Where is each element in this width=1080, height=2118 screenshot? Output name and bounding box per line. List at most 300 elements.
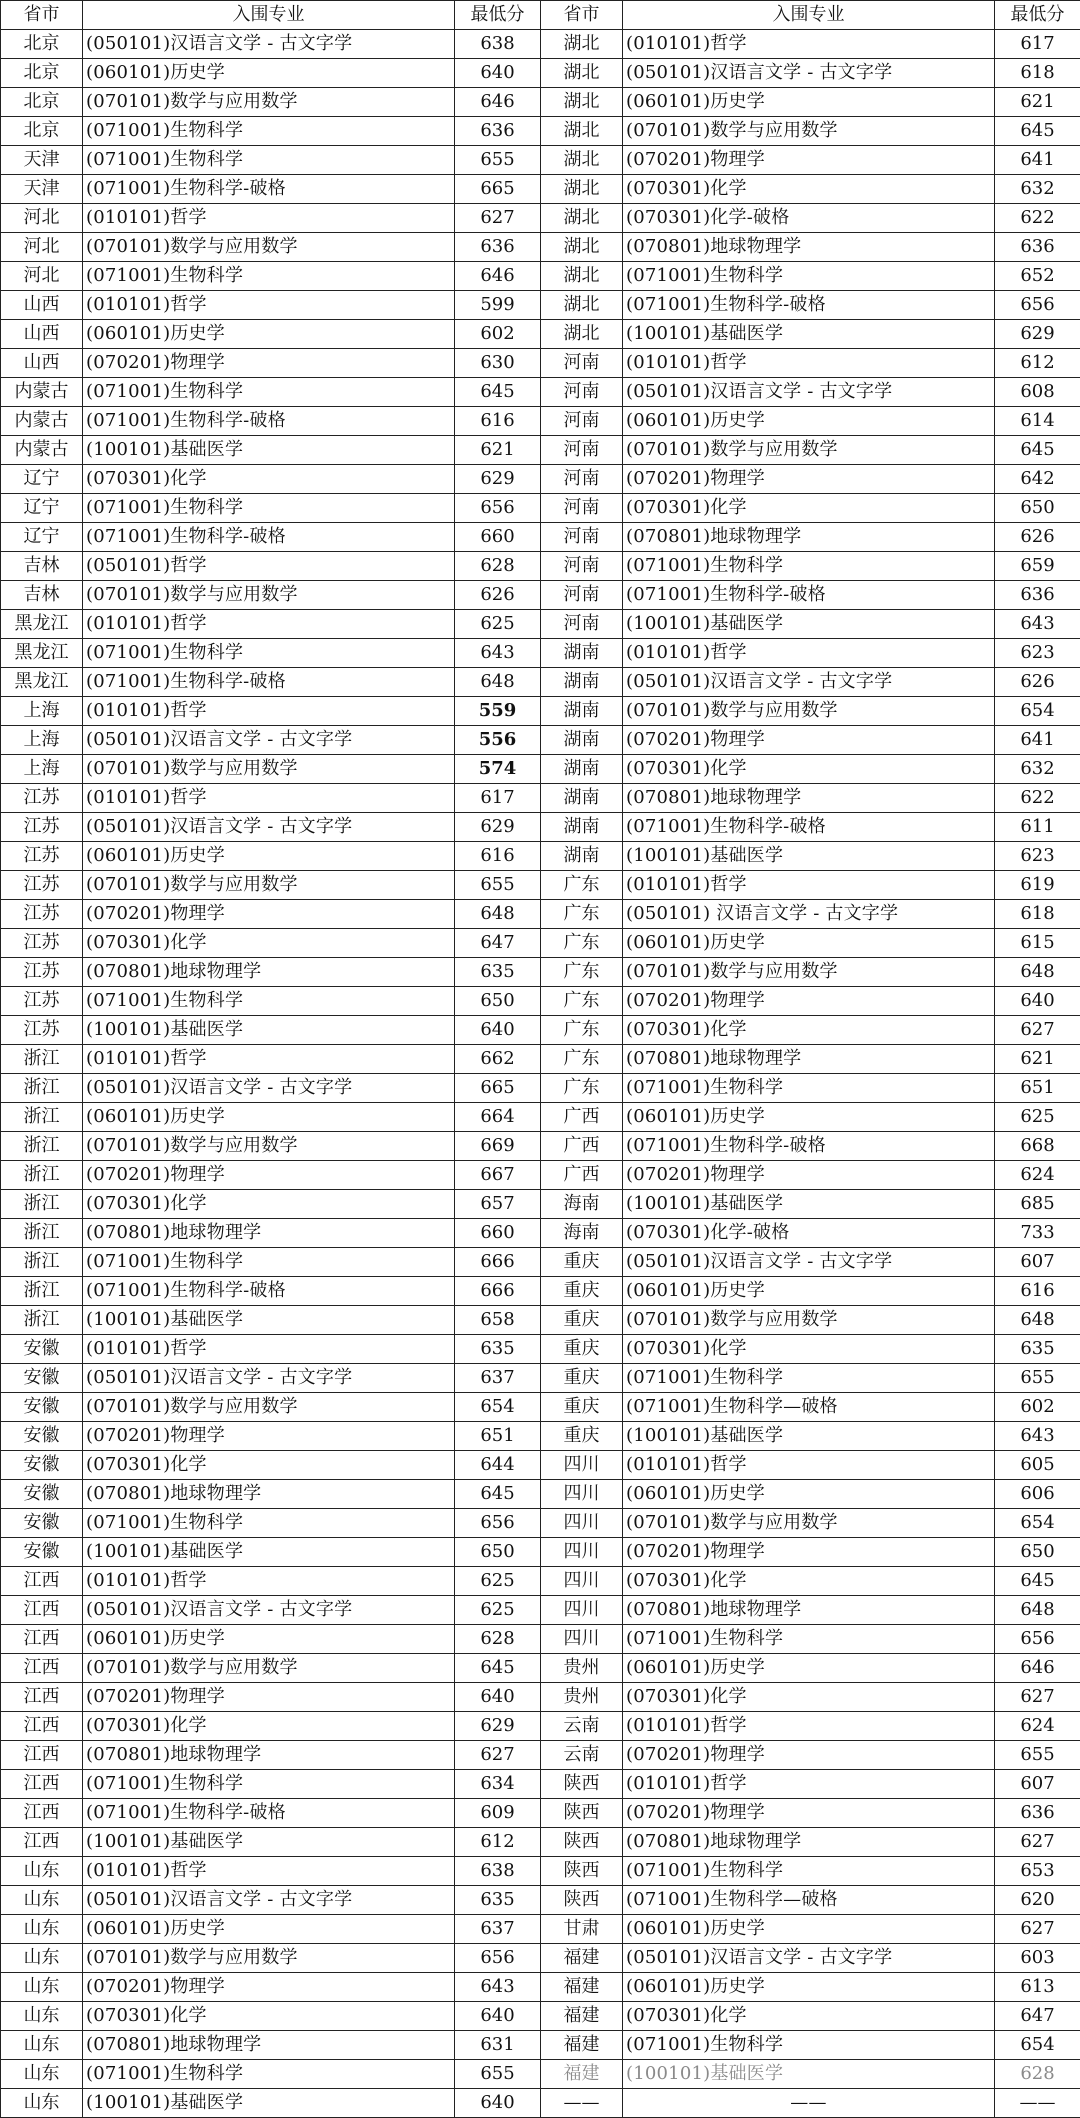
province-cell: 辽宁 bbox=[1, 494, 83, 523]
province-cell: 天津 bbox=[1, 146, 83, 175]
table-body bbox=[1, 30, 1080, 2118]
min-score-cell: 656 bbox=[995, 1625, 1080, 1654]
table-row bbox=[1, 1451, 1080, 1480]
province-cell: 海南 bbox=[541, 1190, 623, 1219]
min-score-cell: 644 bbox=[455, 1451, 541, 1480]
min-score-cell: 631 bbox=[455, 2031, 541, 2060]
min-score-cell: 650 bbox=[995, 1538, 1080, 1567]
major-cell: (070201)物理学 bbox=[83, 1422, 455, 1451]
table-row bbox=[1, 2002, 1080, 2031]
major-cell: (070201)物理学 bbox=[623, 465, 995, 494]
major-cell: (070801)地球物理学 bbox=[83, 2031, 455, 2060]
province-cell: 湖北 bbox=[541, 291, 623, 320]
min-score-cell: 623 bbox=[995, 639, 1080, 668]
major-cell: (050101)汉语言文学 - 古文字学 bbox=[623, 1248, 995, 1277]
major-cell: (071001)生物科学 bbox=[83, 987, 455, 1016]
major-cell: (071001)生物科学 bbox=[83, 1770, 455, 1799]
min-score-cell: 619 bbox=[995, 871, 1080, 900]
min-score-cell: 643 bbox=[995, 1422, 1080, 1451]
min-score-cell: 638 bbox=[455, 30, 541, 59]
province-cell: 甘肃 bbox=[541, 1915, 623, 1944]
major-cell: (070101)数学与应用数学 bbox=[623, 436, 995, 465]
min-score-cell: 634 bbox=[455, 1770, 541, 1799]
province-cell: 黑龙江 bbox=[1, 610, 83, 639]
major-cell: (071001)生物科学 bbox=[83, 639, 455, 668]
major-cell: (070101)数学与应用数学 bbox=[83, 233, 455, 262]
min-score-cell: 632 bbox=[995, 755, 1080, 784]
province-cell: 广东 bbox=[541, 929, 623, 958]
province-cell: 江西 bbox=[1, 1567, 83, 1596]
table-row bbox=[1, 262, 1080, 291]
min-score-cell: 646 bbox=[455, 262, 541, 291]
major-cell: (050101)汉语言文学 - 古文字学 bbox=[83, 30, 455, 59]
major-cell: (010101)哲学 bbox=[83, 1335, 455, 1364]
major-cell: (071001)生物科学-破格 bbox=[83, 1799, 455, 1828]
major-cell: (071001)生物科学-破格 bbox=[623, 291, 995, 320]
province-cell: 湖南 bbox=[541, 813, 623, 842]
major-cell: (070201)物理学 bbox=[623, 1161, 995, 1190]
min-score-cell: 648 bbox=[455, 900, 541, 929]
major-cell: (070301)化学 bbox=[83, 1451, 455, 1480]
major-cell: (071001)生物科学 bbox=[83, 117, 455, 146]
province-cell: 浙江 bbox=[1, 1161, 83, 1190]
province-cell: 河南 bbox=[541, 378, 623, 407]
major-cell: (050101) 汉语言文学 - 古文字学 bbox=[623, 900, 995, 929]
min-score-cell: 640 bbox=[995, 987, 1080, 1016]
province-cell: 重庆 bbox=[541, 1364, 623, 1393]
min-score-cell: 625 bbox=[455, 610, 541, 639]
min-score-cell: 654 bbox=[995, 697, 1080, 726]
major-cell: (070301)化学 bbox=[623, 1567, 995, 1596]
major-cell: (070801)地球物理学 bbox=[83, 1741, 455, 1770]
min-score-cell: 643 bbox=[455, 639, 541, 668]
major-cell: (070801)地球物理学 bbox=[83, 1480, 455, 1509]
min-score-cell: 626 bbox=[995, 523, 1080, 552]
province-cell: 湖南 bbox=[541, 755, 623, 784]
province-cell: 河南 bbox=[541, 436, 623, 465]
min-score-cell: 629 bbox=[455, 1712, 541, 1741]
table-row bbox=[1, 1625, 1080, 1654]
major-cell: (050101)汉语言文学 - 古文字学 bbox=[623, 378, 995, 407]
province-cell: 湖北 bbox=[541, 30, 623, 59]
major-cell: (071001)生物科学—破格 bbox=[623, 1393, 995, 1422]
major-cell: (070201)物理学 bbox=[623, 146, 995, 175]
min-score-cell: 648 bbox=[995, 958, 1080, 987]
province-cell: 辽宁 bbox=[1, 465, 83, 494]
min-score-cell: 627 bbox=[455, 204, 541, 233]
major-cell: (070301)化学 bbox=[623, 175, 995, 204]
min-score-cell: 656 bbox=[455, 494, 541, 523]
major-cell: (070201)物理学 bbox=[83, 1973, 455, 2002]
province-cell: 山东 bbox=[1, 1915, 83, 1944]
table-row bbox=[1, 1190, 1080, 1219]
min-score-cell: 656 bbox=[995, 291, 1080, 320]
province-cell: —— bbox=[541, 2089, 623, 2118]
min-score-cell: 626 bbox=[455, 581, 541, 610]
province-cell: 黑龙江 bbox=[1, 668, 83, 697]
min-score-cell: 655 bbox=[455, 146, 541, 175]
major-cell: (070101)数学与应用数学 bbox=[83, 1944, 455, 1973]
province-cell: 湖北 bbox=[541, 233, 623, 262]
province-cell: 北京 bbox=[1, 59, 83, 88]
min-score-cell: 642 bbox=[995, 465, 1080, 494]
major-cell: (010101)哲学 bbox=[623, 30, 995, 59]
province-cell: 辽宁 bbox=[1, 523, 83, 552]
province-cell: 河南 bbox=[541, 494, 623, 523]
table-row bbox=[1, 407, 1080, 436]
major-cell: (070101)数学与应用数学 bbox=[83, 88, 455, 117]
table-row bbox=[1, 1712, 1080, 1741]
province-cell: 北京 bbox=[1, 88, 83, 117]
table-row bbox=[1, 1538, 1080, 1567]
province-cell: 湖南 bbox=[541, 697, 623, 726]
table-row bbox=[1, 1596, 1080, 1625]
min-score-cell: 609 bbox=[455, 1799, 541, 1828]
table-row bbox=[1, 755, 1080, 784]
table-row bbox=[1, 1422, 1080, 1451]
province-cell: 四川 bbox=[541, 1451, 623, 1480]
major-cell: (050101)汉语言文学 - 古文字学 bbox=[83, 1074, 455, 1103]
province-cell: 河北 bbox=[1, 233, 83, 262]
province-cell: 湖北 bbox=[541, 88, 623, 117]
table-row bbox=[1, 2060, 1080, 2089]
province-cell: 重庆 bbox=[541, 1277, 623, 1306]
table-row bbox=[1, 204, 1080, 233]
province-cell: 浙江 bbox=[1, 1219, 83, 1248]
min-score-cell: 625 bbox=[455, 1596, 541, 1625]
province-cell: 浙江 bbox=[1, 1132, 83, 1161]
province-cell: 北京 bbox=[1, 30, 83, 59]
province-cell: 江苏 bbox=[1, 987, 83, 1016]
province-cell: 上海 bbox=[1, 755, 83, 784]
province-cell: 安徽 bbox=[1, 1538, 83, 1567]
table-row bbox=[1, 88, 1080, 117]
province-cell: 贵州 bbox=[541, 1654, 623, 1683]
min-score-cell: 656 bbox=[455, 1944, 541, 1973]
header-major-right: 入围专业 bbox=[623, 1, 995, 30]
major-cell: (070101)数学与应用数学 bbox=[83, 1654, 455, 1683]
min-score-cell: 608 bbox=[995, 378, 1080, 407]
min-score-cell: 640 bbox=[455, 1683, 541, 1712]
table-row bbox=[1, 523, 1080, 552]
header-major-left: 入围专业 bbox=[83, 1, 455, 30]
min-score-cell: 654 bbox=[995, 1509, 1080, 1538]
min-score-cell: 651 bbox=[995, 1074, 1080, 1103]
major-cell: (070201)物理学 bbox=[623, 1741, 995, 1770]
province-cell: 山东 bbox=[1, 2031, 83, 2060]
min-score-cell: 651 bbox=[455, 1422, 541, 1451]
major-cell: (010101)哲学 bbox=[83, 1567, 455, 1596]
province-cell: 广东 bbox=[541, 1074, 623, 1103]
min-score-cell: 628 bbox=[455, 1625, 541, 1654]
province-cell: 湖北 bbox=[541, 262, 623, 291]
table-row bbox=[1, 1132, 1080, 1161]
major-cell: (070801)地球物理学 bbox=[623, 523, 995, 552]
min-score-cell: 662 bbox=[455, 1045, 541, 1074]
min-score-cell: 641 bbox=[995, 726, 1080, 755]
table-row bbox=[1, 610, 1080, 639]
major-cell: (070301)化学 bbox=[83, 465, 455, 494]
min-score-cell: 648 bbox=[455, 668, 541, 697]
major-cell: (010101)哲学 bbox=[83, 204, 455, 233]
table-row bbox=[1, 1277, 1080, 1306]
table-row bbox=[1, 1683, 1080, 1712]
min-score-cell: 617 bbox=[455, 784, 541, 813]
province-cell: 江苏 bbox=[1, 871, 83, 900]
province-cell: 湖南 bbox=[541, 668, 623, 697]
province-cell: 江西 bbox=[1, 1654, 83, 1683]
province-cell: 广东 bbox=[541, 987, 623, 1016]
header-min-score-right: 最低分 bbox=[995, 1, 1080, 30]
major-cell: (070301)化学-破格 bbox=[623, 204, 995, 233]
min-score-cell: 640 bbox=[455, 2002, 541, 2031]
province-cell: 湖南 bbox=[541, 842, 623, 871]
province-cell: 吉林 bbox=[1, 581, 83, 610]
province-cell: 湖北 bbox=[541, 146, 623, 175]
major-cell: (060101)历史学 bbox=[83, 1103, 455, 1132]
major-cell: (010101)哲学 bbox=[83, 1045, 455, 1074]
province-cell: 安徽 bbox=[1, 1364, 83, 1393]
major-cell: (070201)物理学 bbox=[83, 1161, 455, 1190]
province-cell: 江西 bbox=[1, 1625, 83, 1654]
major-cell: (070101)数学与应用数学 bbox=[83, 1393, 455, 1422]
province-cell: 山西 bbox=[1, 320, 83, 349]
province-cell: 四川 bbox=[541, 1567, 623, 1596]
min-score-cell: 637 bbox=[455, 1915, 541, 1944]
major-cell: (071001)生物科学 bbox=[623, 1857, 995, 1886]
min-score-cell: 638 bbox=[455, 1857, 541, 1886]
min-score-cell: 645 bbox=[455, 378, 541, 407]
min-score-cell: 630 bbox=[455, 349, 541, 378]
province-cell: 贵州 bbox=[541, 1683, 623, 1712]
min-score-cell: 666 bbox=[455, 1277, 541, 1306]
min-score-cell: 636 bbox=[455, 233, 541, 262]
province-cell: 浙江 bbox=[1, 1074, 83, 1103]
major-cell: (060101)历史学 bbox=[83, 1625, 455, 1654]
major-cell: (100101)基础医学 bbox=[83, 436, 455, 465]
table-row bbox=[1, 1103, 1080, 1132]
province-cell: 广东 bbox=[541, 871, 623, 900]
min-score-cell: 613 bbox=[995, 1973, 1080, 2002]
province-cell: 江苏 bbox=[1, 842, 83, 871]
major-cell: (070301)化学 bbox=[83, 929, 455, 958]
min-score-cell: 668 bbox=[995, 1132, 1080, 1161]
major-cell: (071001)生物科学 bbox=[623, 1364, 995, 1393]
table-row bbox=[1, 1248, 1080, 1277]
table-row bbox=[1, 494, 1080, 523]
major-cell: (060101)历史学 bbox=[623, 407, 995, 436]
min-score-cell: 632 bbox=[995, 175, 1080, 204]
min-score-cell: 611 bbox=[995, 813, 1080, 842]
province-cell: 河南 bbox=[541, 465, 623, 494]
major-cell: (070101)数学与应用数学 bbox=[623, 1306, 995, 1335]
table-row bbox=[1, 784, 1080, 813]
province-cell: 江苏 bbox=[1, 784, 83, 813]
table-row bbox=[1, 349, 1080, 378]
min-score-cell: 605 bbox=[995, 1451, 1080, 1480]
major-cell: (071001)生物科学 bbox=[623, 262, 995, 291]
table-row bbox=[1, 958, 1080, 987]
table-row bbox=[1, 1857, 1080, 1886]
min-score-cell: 654 bbox=[995, 2031, 1080, 2060]
major-cell: (100101)基础医学 bbox=[623, 1190, 995, 1219]
major-cell: (060101)历史学 bbox=[623, 1103, 995, 1132]
table-row bbox=[1, 552, 1080, 581]
province-cell: 安徽 bbox=[1, 1509, 83, 1538]
major-cell: (071001)生物科学 bbox=[83, 146, 455, 175]
table-row bbox=[1, 1741, 1080, 1770]
min-score-cell: 658 bbox=[455, 1306, 541, 1335]
min-score-cell: 647 bbox=[995, 2002, 1080, 2031]
province-cell: 重庆 bbox=[541, 1248, 623, 1277]
table-row bbox=[1, 900, 1080, 929]
table-row bbox=[1, 233, 1080, 262]
major-cell: (071001)生物科学 bbox=[623, 1074, 995, 1103]
min-score-cell: 645 bbox=[995, 436, 1080, 465]
province-cell: 浙江 bbox=[1, 1248, 83, 1277]
table-row bbox=[1, 1799, 1080, 1828]
min-score-cell: 614 bbox=[995, 407, 1080, 436]
major-cell: (071001)生物科学-破格 bbox=[83, 523, 455, 552]
province-cell: 河南 bbox=[541, 552, 623, 581]
min-score-cell: 653 bbox=[995, 1857, 1080, 1886]
min-score-cell: 612 bbox=[995, 349, 1080, 378]
min-score-cell: 602 bbox=[455, 320, 541, 349]
province-cell: 广西 bbox=[541, 1103, 623, 1132]
min-score-cell: 559 bbox=[455, 697, 541, 726]
major-cell: (071001)生物科学 bbox=[83, 1509, 455, 1538]
province-cell: 黑龙江 bbox=[1, 639, 83, 668]
province-cell: 广西 bbox=[541, 1161, 623, 1190]
min-score-cell: 627 bbox=[455, 1741, 541, 1770]
min-score-cell: 629 bbox=[455, 813, 541, 842]
min-score-cell: 641 bbox=[995, 146, 1080, 175]
province-cell: 浙江 bbox=[1, 1306, 83, 1335]
major-cell: (070301)化学 bbox=[83, 1712, 455, 1741]
province-cell: 湖南 bbox=[541, 784, 623, 813]
min-score-cell: 617 bbox=[995, 30, 1080, 59]
min-score-cell: 616 bbox=[455, 407, 541, 436]
major-cell: (050101)汉语言文学 - 古文字学 bbox=[83, 1886, 455, 1915]
province-cell: 江西 bbox=[1, 1683, 83, 1712]
min-score-cell: 645 bbox=[995, 117, 1080, 146]
min-score-cell: 665 bbox=[455, 1074, 541, 1103]
min-score-cell: 637 bbox=[455, 1364, 541, 1393]
min-score-cell: 660 bbox=[455, 1219, 541, 1248]
min-score-cell: 640 bbox=[455, 59, 541, 88]
major-cell: (070301)化学 bbox=[623, 1683, 995, 1712]
table-row bbox=[1, 813, 1080, 842]
table-row bbox=[1, 59, 1080, 88]
province-cell: 陕西 bbox=[541, 1886, 623, 1915]
min-score-cell: 622 bbox=[995, 204, 1080, 233]
province-cell: 河南 bbox=[541, 581, 623, 610]
major-cell: (070201)物理学 bbox=[623, 1538, 995, 1567]
province-cell: 北京 bbox=[1, 117, 83, 146]
major-cell: (070301)化学 bbox=[83, 1190, 455, 1219]
province-cell: 江苏 bbox=[1, 929, 83, 958]
min-score-cell: 666 bbox=[455, 1248, 541, 1277]
major-cell: (060101)历史学 bbox=[623, 929, 995, 958]
min-score-cell: 636 bbox=[995, 581, 1080, 610]
major-cell: (071001)生物科学 bbox=[83, 1248, 455, 1277]
min-score-cell: 652 bbox=[995, 262, 1080, 291]
min-score-cell: 556 bbox=[455, 726, 541, 755]
min-score-cell: 623 bbox=[995, 842, 1080, 871]
province-cell: 浙江 bbox=[1, 1277, 83, 1306]
table-row bbox=[1, 2089, 1080, 2118]
min-score-cell: 654 bbox=[455, 1393, 541, 1422]
table-row bbox=[1, 1915, 1080, 1944]
min-score-cell: 643 bbox=[995, 610, 1080, 639]
min-score-cell: 627 bbox=[995, 1915, 1080, 1944]
province-cell: 浙江 bbox=[1, 1103, 83, 1132]
min-score-cell: 626 bbox=[995, 668, 1080, 697]
major-cell: (070101)数学与应用数学 bbox=[83, 755, 455, 784]
province-cell: 四川 bbox=[541, 1596, 623, 1625]
major-cell: (071001)生物科学-破格 bbox=[83, 407, 455, 436]
min-score-cell: 574 bbox=[455, 755, 541, 784]
province-cell: 福建 bbox=[541, 1944, 623, 1973]
min-score-cell: 635 bbox=[995, 1335, 1080, 1364]
major-cell: (071001)生物科学-破格 bbox=[623, 813, 995, 842]
table-row bbox=[1, 1045, 1080, 1074]
header-province-left: 省市 bbox=[1, 1, 83, 30]
major-cell: (071001)生物科学-破格 bbox=[623, 581, 995, 610]
min-score-cell: 612 bbox=[455, 1828, 541, 1857]
province-cell: 重庆 bbox=[541, 1335, 623, 1364]
table-row bbox=[1, 1335, 1080, 1364]
table-row bbox=[1, 436, 1080, 465]
major-cell: (071001)生物科学 bbox=[83, 262, 455, 291]
major-cell: (010101)哲学 bbox=[83, 1857, 455, 1886]
table-row bbox=[1, 30, 1080, 59]
major-cell: (070101)数学与应用数学 bbox=[83, 871, 455, 900]
province-cell: 广东 bbox=[541, 1016, 623, 1045]
min-score-cell: 628 bbox=[455, 552, 541, 581]
province-cell: 福建 bbox=[541, 1973, 623, 2002]
major-cell: (010101)哲学 bbox=[83, 697, 455, 726]
province-cell: 吉林 bbox=[1, 552, 83, 581]
province-cell: 内蒙古 bbox=[1, 378, 83, 407]
province-cell: 广东 bbox=[541, 1045, 623, 1074]
table-row bbox=[1, 1886, 1080, 1915]
table-row bbox=[1, 929, 1080, 958]
min-score-cell: 627 bbox=[995, 1016, 1080, 1045]
major-cell: (070101)数学与应用数学 bbox=[623, 697, 995, 726]
province-cell: 海南 bbox=[541, 1219, 623, 1248]
major-cell: (070801)地球物理学 bbox=[623, 233, 995, 262]
province-cell: 江苏 bbox=[1, 900, 83, 929]
major-cell: (070801)地球物理学 bbox=[623, 1045, 995, 1074]
table-row bbox=[1, 1074, 1080, 1103]
min-score-cell: 643 bbox=[455, 1973, 541, 2002]
major-cell: (070201)物理学 bbox=[623, 1799, 995, 1828]
table-row bbox=[1, 1364, 1080, 1393]
min-score-cell: 645 bbox=[455, 1480, 541, 1509]
major-cell: (070301)化学-破格 bbox=[623, 1219, 995, 1248]
min-score-cell: 607 bbox=[995, 1770, 1080, 1799]
table-row bbox=[1, 1973, 1080, 2002]
table-row bbox=[1, 842, 1080, 871]
province-cell: 河南 bbox=[541, 349, 623, 378]
min-score-cell: 640 bbox=[455, 2089, 541, 2118]
province-cell: 陕西 bbox=[541, 1857, 623, 1886]
province-cell: 河南 bbox=[541, 407, 623, 436]
province-cell: 天津 bbox=[1, 175, 83, 204]
province-cell: 山东 bbox=[1, 1857, 83, 1886]
major-cell: (070801)地球物理学 bbox=[623, 1828, 995, 1857]
